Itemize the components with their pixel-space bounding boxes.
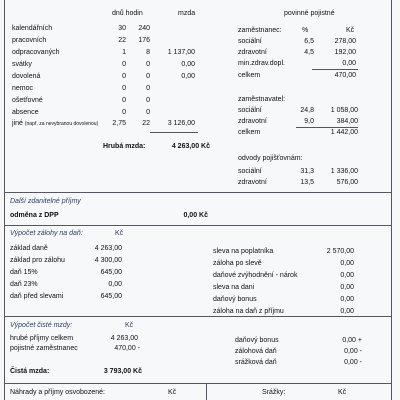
adv-advance-base-label: základ pro zálohu	[10, 257, 65, 264]
days-hours-header: dnů hodin	[112, 10, 143, 17]
other-label: jiné	[12, 120, 23, 127]
adv-income-tax-value: 0,00	[340, 308, 354, 315]
empr-social-pct: 24,8	[300, 107, 314, 114]
empr-health-pct: 9,0	[304, 118, 314, 125]
row-amount-worked: 1 137,00	[167, 49, 195, 56]
net-advance-tax-label: zálohová daň	[235, 348, 277, 355]
advance-tax-box	[4, 225, 392, 317]
adv-base-value: 4 263,00	[94, 245, 122, 252]
net-bonus-value: 0,00 +	[342, 337, 362, 344]
emp-health-value: 192,00	[334, 49, 356, 56]
net-withholding-value: 0,00 -	[344, 359, 362, 366]
wage-header: mzda	[178, 10, 196, 17]
net-insurance-value: 470,00 -	[114, 345, 140, 352]
gross-wage-label: Hrubá mzda:	[103, 143, 146, 150]
row-days-care: 0	[122, 97, 126, 104]
czk-header: Kč	[346, 27, 355, 34]
row-label-worked: odpracovaných	[12, 49, 60, 56]
net-insurance-label: pojistné zaměstnanec	[10, 345, 78, 352]
row-amount-vacation: 0,00	[181, 73, 195, 80]
ded-social-value: 1 336,00	[330, 168, 358, 175]
row-label-absence: absence	[12, 109, 39, 116]
adv-after-discount-value: 0,00	[340, 260, 354, 267]
ded-health-value: 576,00	[336, 179, 358, 186]
row-days-sick: 0	[122, 85, 126, 92]
dpp-label: odměna z DPP	[10, 212, 59, 219]
empr-social-value: 1 058,00	[330, 107, 358, 114]
row-hours-holidays: 0	[146, 61, 150, 68]
pct-header: %	[302, 27, 309, 34]
adv-pre-discount-label: daň před slevami	[10, 293, 64, 300]
advance-czk-header: Kč	[115, 230, 124, 237]
empr-health-value: 384,00	[336, 118, 358, 125]
exempt-income-label: Náhrady a příjmy osvobozené:	[10, 389, 105, 396]
row-amount-other: 3 126,00	[167, 120, 195, 127]
net-gross-label: hrubé příjmy celkem	[10, 335, 74, 342]
gross-wage-value: 4 263,00 Kč	[171, 143, 210, 150]
net-advance-tax-value: 0,00 -	[344, 348, 362, 355]
row-days-other: 2,75	[112, 120, 126, 127]
net-title: Výpočet čisté mzdy:	[10, 322, 73, 329]
emp-total-label: celkem	[238, 72, 261, 79]
adv-tax-bonus-label: daňový bonus	[213, 296, 257, 303]
adv-tax15-value: 645,00	[100, 269, 122, 276]
deductions-czk-header: Kč	[338, 389, 347, 396]
emp-minhealth-label: min.zdrav.dopl.	[238, 60, 285, 67]
row-label-calendar: kalendářních	[12, 25, 53, 32]
row-label-care: ošetřovné	[12, 97, 43, 104]
emp-sum-line	[312, 69, 358, 70]
employee-title: zaměstnanec:	[238, 27, 282, 34]
emp-health-pct: 4,5	[304, 49, 314, 56]
deductions-footer-label: Srážky:	[262, 389, 286, 396]
row-amount-holidays: 0,00	[181, 61, 195, 68]
adv-taxpayer-discount-value: 2 570,00	[326, 248, 354, 255]
adv-tax15-label: daň 15%	[10, 269, 38, 276]
emp-minhealth-value: 0,00	[342, 60, 356, 67]
empr-sum-line	[296, 127, 358, 128]
adv-pre-discount-value: 645,00	[100, 293, 122, 300]
row-label-vacation: dovolená	[12, 73, 41, 80]
empr-total-value: 1 442,00	[330, 129, 358, 136]
right-border	[391, 0, 392, 400]
adv-income-tax-label: záloha na daň z příjmu	[213, 308, 284, 315]
amount-sum-line	[150, 132, 198, 133]
emp-health-label: zdravotní	[238, 49, 267, 56]
adv-taxpayer-discount-label: sleva na poplatníka	[213, 248, 274, 255]
empr-social-label: sociální	[238, 107, 262, 114]
row-days-worked: 1	[122, 49, 126, 56]
row-hours-sick: 0	[146, 85, 150, 92]
empr-health-label: zdravotní	[238, 118, 267, 125]
adv-after-discount-label: záloha po slevě	[213, 260, 262, 267]
left-border	[4, 0, 5, 400]
ded-health-label: zdravotní	[238, 179, 267, 186]
section-divider-2	[4, 383, 392, 384]
taxable-title: Další zdanitelné příjmy	[10, 198, 81, 205]
net-czk-header: Kč	[125, 322, 134, 329]
row-label-working: pracovních	[12, 37, 47, 44]
employer-title: zaměstnavatel:	[238, 96, 286, 103]
net-bonus-label: daňový bonus	[235, 337, 279, 344]
row-label-holidays: svátky	[12, 61, 32, 68]
footer-split-line	[206, 383, 207, 400]
adv-tax23-label: daň 23%	[10, 281, 38, 288]
adv-tax23-value: 0,00	[108, 281, 122, 288]
row-hours-vacation: 0	[146, 73, 150, 80]
adv-tax-benefit-label: daňové zvýhodnění - nárok	[213, 272, 298, 279]
row-days-working: 22	[118, 37, 126, 44]
row-hours-calendar: 240	[138, 25, 150, 32]
adv-tax-discount-label: sleva na dani	[213, 284, 255, 291]
dpp-value: 0,00 Kč	[183, 212, 208, 219]
adv-tax-discount-value: 0,00	[340, 284, 354, 291]
row-hours-absence: 0	[146, 109, 150, 116]
adv-base-label: základ daně	[10, 245, 48, 252]
row-hours-care: 0	[146, 97, 150, 104]
emp-social-pct: 6,5	[304, 38, 314, 45]
other-note: (např. za nevybranou dovolenou)	[24, 121, 99, 127]
row-label-other	[12, 120, 98, 127]
net-withholding-label: srážková daň	[235, 359, 277, 366]
deductions-title: odvody pojišťovnám:	[238, 155, 303, 162]
adv-tax-benefit-value: 0,00	[340, 272, 354, 279]
emp-social-value: 278,00	[334, 38, 356, 45]
ded-social-label: sociální	[238, 168, 262, 175]
adv-tax-bonus-value: 0,00	[340, 296, 354, 303]
emp-social-label: sociální	[238, 38, 262, 45]
row-days-vacation: 0	[122, 73, 126, 80]
row-days-holidays: 0	[122, 61, 126, 68]
ded-health-pct: 13,5	[300, 179, 314, 186]
row-hours-other: 22	[142, 120, 150, 127]
row-days-calendar: 30	[118, 25, 126, 32]
net-wage-label: Čistá mzda:	[10, 368, 50, 375]
row-hours-working: 176	[138, 37, 150, 44]
emp-total-value: 470,00	[334, 72, 356, 79]
empr-total-label: celkem	[238, 129, 261, 136]
row-label-sick: nemoc	[12, 85, 34, 92]
exempt-czk-header: Kč	[168, 389, 177, 396]
net-gross-value: 4 263,00	[110, 335, 138, 342]
section-divider-1	[4, 192, 392, 193]
insurance-header: povinné pojistné	[284, 10, 335, 17]
row-hours-worked: 8	[146, 49, 150, 56]
row-days-absence: 0	[122, 109, 126, 116]
advance-title: Výpočet zálohy na daň:	[10, 230, 83, 237]
adv-advance-base-value: 4 300,00	[94, 257, 122, 264]
net-wage-value: 3 793,00 Kč	[103, 368, 142, 375]
ded-social-pct: 31,3	[300, 168, 314, 175]
